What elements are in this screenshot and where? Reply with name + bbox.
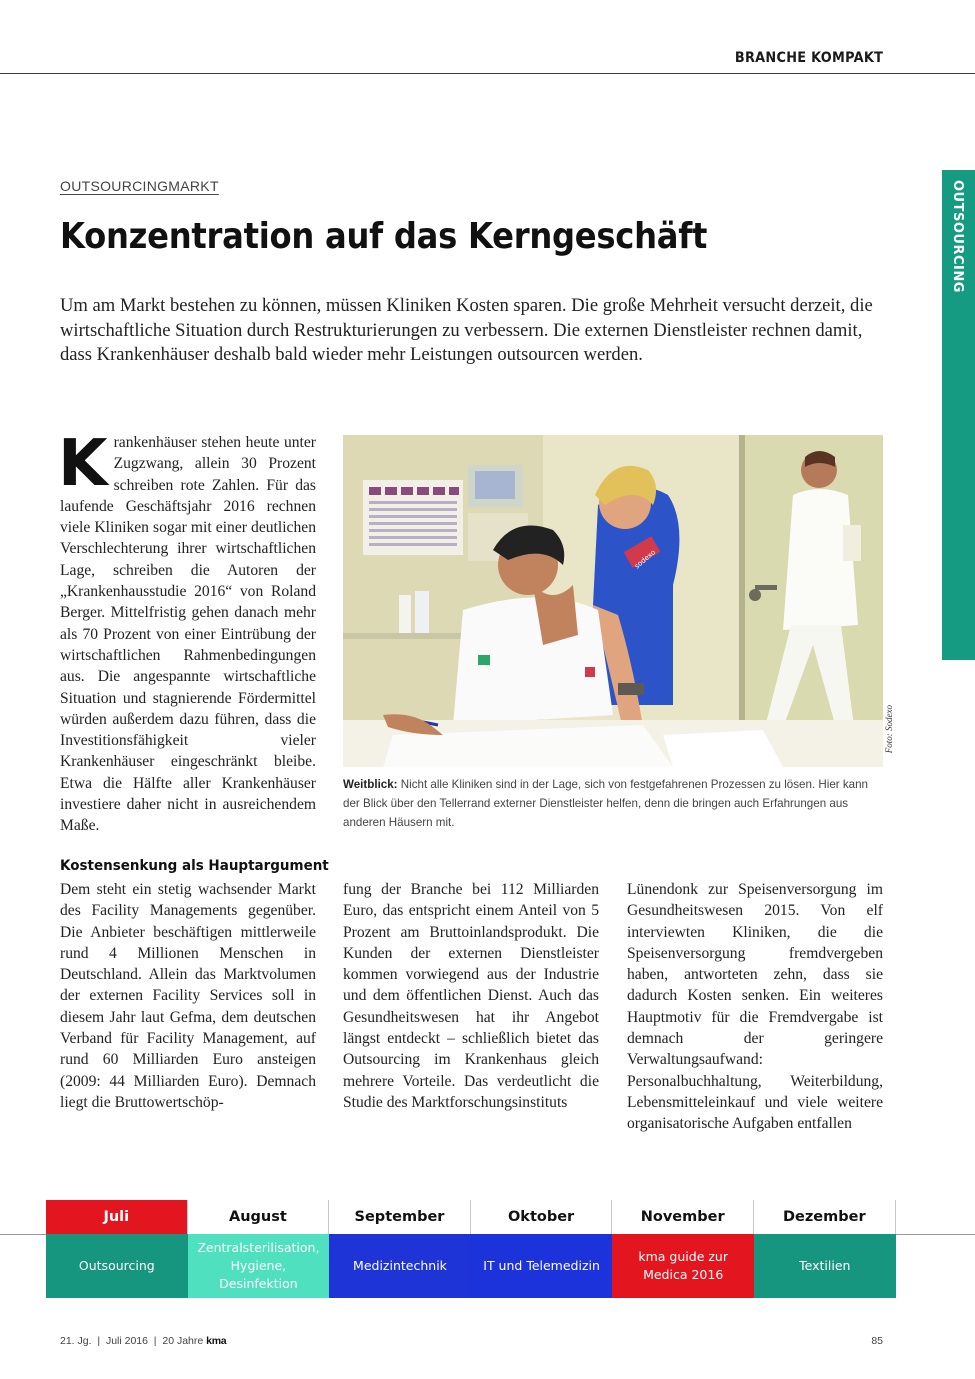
article-kicker: OUTSOURCINGMARKT: [60, 178, 219, 194]
footer-brand-logo: kma: [206, 1335, 227, 1347]
calendar-cell: [471, 1200, 613, 1298]
calendar-topic: IT und Telemedizin: [471, 1234, 613, 1298]
calendar-topic: Textilien: [754, 1234, 896, 1298]
article-subhead: Kostensenkung als Hauptargument: [60, 858, 329, 874]
article-lead: Um am Markt bestehen zu können, müssen Kliniken Kosten sparen. Die große Mehrheit versucht derzeit, die wirtschaftliche Situation durch Restrukturierungen zu verbessern. Die externen Dienstleister rechnen damit, dass Krankenhäuser deshalb bald wieder mehr Leistungen outsourcen werden.: [60, 295, 873, 365]
calendar-month: August: [188, 1200, 330, 1234]
article-photo: [343, 435, 883, 767]
article-title: Konzentration auf das Kerngeschäft: [60, 216, 708, 257]
jacket-logo: sodexo: [633, 548, 658, 571]
calendar-cell: [612, 1200, 754, 1298]
calendar-topic: Zentralsterilisation, Hygiene, Desinfektion: [188, 1234, 330, 1298]
body-column-1: Dem steht ein stetig wachsender Markt des Facility Managements gegenüber. Die Anbieter beschäftigen mittlerweile rund 4 Millionen Menschen in Deutschland. Allein das Marktvolumen der externen Facility Services soll in diesem Jahr laut Gefma, dem deutschen Verband für Facility Management, auf rund 60 Milliarden Euro ansteigen (2009: 44 Milliarden Euro). Demnach liegt die Bruttowertschöp-: [60, 881, 316, 1111]
caption-lead: Weitblick:: [343, 778, 398, 791]
calendar-topic: kma guide zur Medica 2016: [612, 1234, 754, 1298]
calendar-cell: [188, 1200, 330, 1298]
body-intro-column: [58, 427, 316, 837]
footer-anniversary: 20 Jahre: [162, 1335, 204, 1347]
page-number: 85: [871, 1335, 883, 1347]
drop-cap: K: [58, 427, 108, 501]
calendar-cell: [46, 1200, 188, 1298]
calendar-month: Oktober: [471, 1200, 613, 1234]
header-rule: [0, 73, 975, 74]
body-intro-text: rankenhäuser stehen heute unter Zugzwang, allein 30 Prozent schreiben rote Zahlen. Für das laufende Geschäftsjahr 2016 rechnen viele Kliniken sogar mit einer deutlichen Verschlechterung ihrer wirtschaftlichen Lage, schreiben die Autoren der „Krankenhausstudie 2016“ von Roland Berger. Mittelfristig gehen danach mehr als 70 Prozent von einer Eintrübung der wirtschaftlichen Rahmenbedingungen aus. Die angespannte wirtschaftliche Situation und stagnierende Fördermittel würden außerdem dazu führen, dass die Investitionsfähigkeit vieler Krankenhäuser eingeschränkt bleibe. Etwa die Hälfte aller Krankenhäuser investiere daher nicht in ausreichendem Maße.: [60, 434, 316, 835]
caption-text: Nicht alle Kliniken sind in der Lage, sich von festgefahrenen Prozessen zu lösen. Hier kann der Blick über den Tellerrand externer Dienstleister helfen, denn die bringen auch Erfahrungen aus anderen Häusern mit.: [343, 778, 869, 829]
body-column-3: Lünendonk zur Speisenversorgung im Gesundheitswesen 2015. Von elf interviewten Kliniken, die die Speisenversorgung fremdvergeben haben, antworteten zehn, dass sie dadurch Kosten senken. Ein weiteres Hauptmotiv für die Fremdvergabe ist demnach der geringere Verwaltungsaufwand: Personalbuchhaltung, Weiterbildung, Lebensmitteleinkauf und viele weitere organisatorische Aufgaben entfallen: [627, 881, 883, 1133]
footer-issue: Juli 2016: [105, 1335, 148, 1347]
calendar-month: November: [612, 1200, 754, 1234]
calendar-month: September: [329, 1200, 471, 1234]
side-tab: [942, 170, 975, 660]
photo-credit: Foto: Sodexo: [884, 705, 894, 754]
calendar-topic: Outsourcing: [46, 1234, 188, 1298]
footer-volume: 21. Jg.: [60, 1335, 92, 1347]
editorial-calendar: [46, 1200, 896, 1298]
calendar-month: Juli: [46, 1200, 188, 1234]
calendar-month: Dezember: [754, 1200, 896, 1234]
page-footer: 21. Jg. | Juli 2016 | 20 Jahre kma: [60, 1335, 227, 1347]
calendar-topic: Medizintechnik: [329, 1234, 471, 1298]
section-header: BRANCHE KOMPAKT: [734, 50, 883, 66]
calendar-cell: [754, 1200, 896, 1298]
body-column-2: fung der Branche bei 112 Milliarden Euro, das entspricht einem Anteil von 5 Prozent am Bruttoinlandsprodukt. Die Kunden der externen Dienstleister kommen vorwiegend aus der Industrie und dem öffentlichen Dienst. Auch das Gesundheitswesen hat ihr Angebot längst entdeckt – schließlich bietet das Outsourcing im Krankenhaus gleich mehrere Vorteile. Das verdeutlicht die Studie des Marktforschungsinstituts: [343, 881, 599, 1111]
photo-caption: [343, 775, 883, 832]
calendar-cell: [329, 1200, 471, 1298]
side-tab-label: OUTSOURCING: [950, 180, 965, 293]
